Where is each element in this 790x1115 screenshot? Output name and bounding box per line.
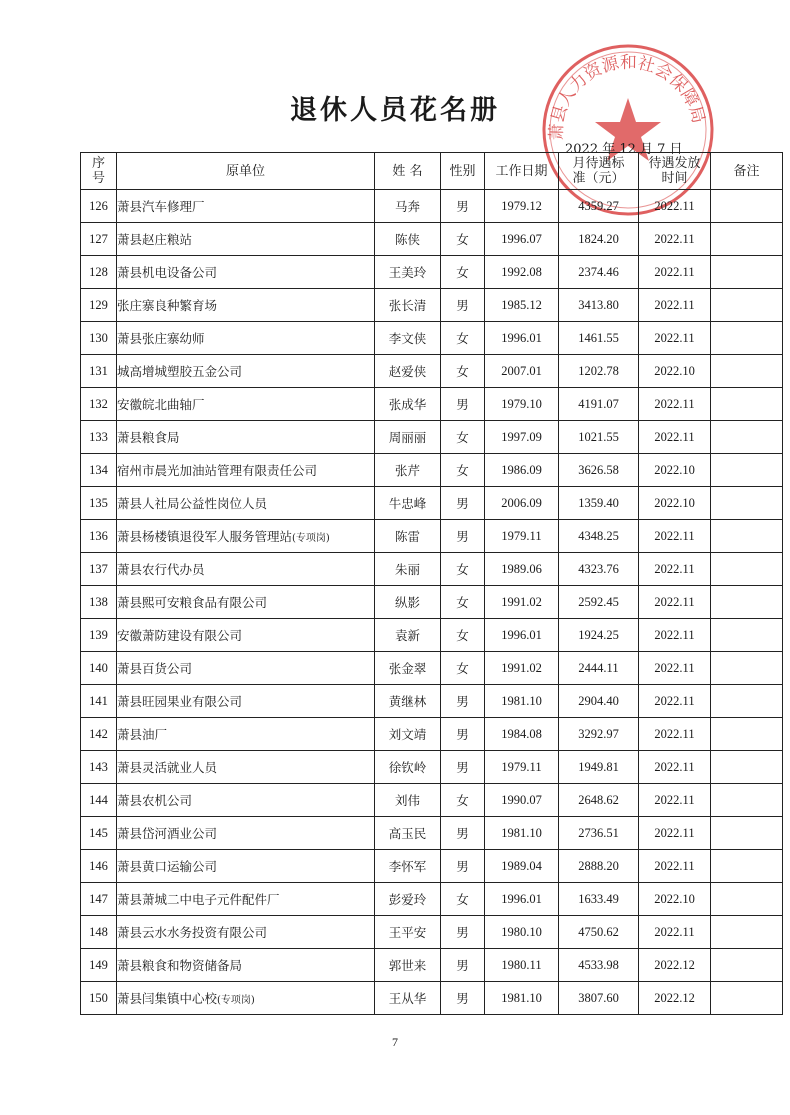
row-amount-cell: 1461.55 (559, 322, 639, 355)
row-seq-cell: 149 (81, 949, 117, 982)
table-row (81, 256, 783, 289)
row-remark-cell (711, 817, 783, 850)
row-seq-cell: 144 (81, 784, 117, 817)
row-unit-cell: 萧县汽车修理厂 (117, 190, 375, 223)
table-row (81, 190, 783, 223)
row-amount-cell: 1824.20 (559, 223, 639, 256)
row-name-cell: 马奔 (375, 190, 441, 223)
row-name-cell: 黄继林 (375, 685, 441, 718)
row-work-date-cell: 1981.10 (485, 982, 559, 1015)
unit-note: (专项岗) (217, 995, 255, 1006)
table-row (81, 817, 783, 850)
row-seq-cell: 147 (81, 883, 117, 916)
row-seq-cell: 136 (81, 520, 117, 553)
row-period-cell: 2022.11 (639, 850, 711, 883)
row-gender-cell: 男 (441, 685, 485, 718)
row-period-cell: 2022.11 (639, 223, 711, 256)
row-gender-cell: 男 (441, 190, 485, 223)
row-unit-cell: 安徽皖北曲轴厂 (117, 388, 375, 421)
row-unit-cell: 宿州市晨光加油站管理有限责任公司 (117, 454, 375, 487)
row-seq-cell: 145 (81, 817, 117, 850)
row-seq-cell: 150 (81, 982, 117, 1015)
row-unit-cell: 萧县岱河酒业公司 (117, 817, 375, 850)
row-remark-cell (711, 355, 783, 388)
table-row (81, 586, 783, 619)
row-name-cell: 李怀军 (375, 850, 441, 883)
row-work-date-cell: 1979.11 (485, 751, 559, 784)
table-row (81, 553, 783, 586)
table-row (81, 421, 783, 454)
page-number: 7 (392, 1035, 398, 1049)
row-remark-cell (711, 718, 783, 751)
row-unit-cell: 萧县熙可安粮食品有限公司 (117, 586, 375, 619)
row-unit-cell: 萧县云水水务投资有限公司 (117, 916, 375, 949)
row-amount-cell: 4750.62 (559, 916, 639, 949)
row-name-cell: 纵影 (375, 586, 441, 619)
retiree-roster-table (80, 152, 783, 1015)
row-remark-cell (711, 850, 783, 883)
row-work-date-cell: 1980.10 (485, 916, 559, 949)
row-work-date-cell: 2007.01 (485, 355, 559, 388)
row-seq-cell: 139 (81, 619, 117, 652)
row-period-cell: 2022.11 (639, 685, 711, 718)
row-remark-cell (711, 784, 783, 817)
row-seq-cell: 128 (81, 256, 117, 289)
row-period-cell: 2022.11 (639, 421, 711, 454)
row-amount-cell: 3413.80 (559, 289, 639, 322)
row-gender-cell: 女 (441, 322, 485, 355)
row-unit-cell: 萧县百货公司 (117, 652, 375, 685)
row-name-cell: 张芹 (375, 454, 441, 487)
row-remark-cell (711, 652, 783, 685)
row-period-cell: 2022.11 (639, 751, 711, 784)
row-name-cell: 王美玲 (375, 256, 441, 289)
table-row (81, 388, 783, 421)
header-period: 待遇发放时间 (639, 153, 711, 190)
row-work-date-cell: 1992.08 (485, 256, 559, 289)
row-work-date-cell: 1979.11 (485, 520, 559, 553)
table-row (81, 487, 783, 520)
row-amount-cell: 4323.76 (559, 553, 639, 586)
row-unit-cell: 萧县农机公司 (117, 784, 375, 817)
row-amount-cell: 4191.07 (559, 388, 639, 421)
row-gender-cell: 女 (441, 256, 485, 289)
row-seq-cell: 133 (81, 421, 117, 454)
row-seq-cell: 126 (81, 190, 117, 223)
row-period-cell: 2022.10 (639, 454, 711, 487)
table-row (81, 949, 783, 982)
row-period-cell: 2022.11 (639, 553, 711, 586)
row-remark-cell (711, 454, 783, 487)
row-period-cell: 2022.11 (639, 619, 711, 652)
row-seq-cell: 140 (81, 652, 117, 685)
row-period-cell: 2022.12 (639, 982, 711, 1015)
row-unit-cell: 萧县农行代办员 (117, 553, 375, 586)
header-gender: 性别 (441, 153, 485, 190)
table-row (81, 355, 783, 388)
row-work-date-cell: 1991.02 (485, 652, 559, 685)
row-period-cell: 2022.10 (639, 355, 711, 388)
row-work-date-cell: 1990.07 (485, 784, 559, 817)
row-period-cell: 2022.11 (639, 718, 711, 751)
row-amount-cell: 2648.62 (559, 784, 639, 817)
document-date: 2022 年 12 月 7 日 (565, 142, 683, 157)
row-seq-cell: 132 (81, 388, 117, 421)
row-unit-cell: 萧县闫集镇中心校(专项岗) (117, 982, 375, 1015)
table-row (81, 520, 783, 553)
row-remark-cell (711, 487, 783, 520)
row-seq-cell: 127 (81, 223, 117, 256)
row-name-cell: 袁新 (375, 619, 441, 652)
row-remark-cell (711, 619, 783, 652)
row-name-cell: 张长清 (375, 289, 441, 322)
row-period-cell: 2022.11 (639, 586, 711, 619)
row-amount-cell: 1949.81 (559, 751, 639, 784)
row-gender-cell: 男 (441, 850, 485, 883)
header-unit: 原单位 (117, 153, 375, 190)
row-work-date-cell: 1989.04 (485, 850, 559, 883)
table-row (81, 982, 783, 1015)
row-period-cell: 2022.11 (639, 916, 711, 949)
row-unit-cell: 萧县油厂 (117, 718, 375, 751)
row-amount-cell: 3292.97 (559, 718, 639, 751)
row-name-cell: 赵爱侠 (375, 355, 441, 388)
row-amount-cell: 1202.78 (559, 355, 639, 388)
table-row (81, 685, 783, 718)
row-gender-cell: 女 (441, 454, 485, 487)
row-amount-cell: 2904.40 (559, 685, 639, 718)
row-work-date-cell: 1996.01 (485, 619, 559, 652)
row-remark-cell (711, 388, 783, 421)
row-unit-cell: 张庄寨良种繁育场 (117, 289, 375, 322)
row-name-cell: 陈雷 (375, 520, 441, 553)
row-remark-cell (711, 421, 783, 454)
row-name-cell: 王平安 (375, 916, 441, 949)
row-name-cell: 张金翠 (375, 652, 441, 685)
row-seq-cell: 137 (81, 553, 117, 586)
row-name-cell: 刘伟 (375, 784, 441, 817)
row-remark-cell (711, 586, 783, 619)
row-gender-cell: 女 (441, 619, 485, 652)
table-row (81, 751, 783, 784)
row-amount-cell: 2592.45 (559, 586, 639, 619)
row-period-cell: 2022.11 (639, 388, 711, 421)
row-unit-cell: 萧县人社局公益性岗位人员 (117, 487, 375, 520)
table-row (81, 784, 783, 817)
row-work-date-cell: 1981.10 (485, 817, 559, 850)
row-unit-cell: 安徽萧防建设有限公司 (117, 619, 375, 652)
row-unit-cell: 萧县张庄寨幼师 (117, 322, 375, 355)
row-amount-cell: 3807.60 (559, 982, 639, 1015)
row-seq-cell: 138 (81, 586, 117, 619)
row-period-cell: 2022.10 (639, 487, 711, 520)
row-gender-cell: 女 (441, 586, 485, 619)
row-seq-cell: 135 (81, 487, 117, 520)
row-name-cell: 徐钦岭 (375, 751, 441, 784)
row-period-cell: 2022.11 (639, 652, 711, 685)
row-remark-cell (711, 223, 783, 256)
row-work-date-cell: 1985.12 (485, 289, 559, 322)
row-amount-cell: 1359.40 (559, 487, 639, 520)
row-amount-cell: 1924.25 (559, 619, 639, 652)
header-remark: 备注 (711, 153, 783, 190)
row-work-date-cell: 1991.02 (485, 586, 559, 619)
row-period-cell: 2022.11 (639, 784, 711, 817)
row-name-cell: 刘文靖 (375, 718, 441, 751)
row-remark-cell (711, 553, 783, 586)
row-unit-cell: 萧县机电设备公司 (117, 256, 375, 289)
table-row (81, 454, 783, 487)
row-seq-cell: 131 (81, 355, 117, 388)
row-remark-cell (711, 322, 783, 355)
row-gender-cell: 男 (441, 817, 485, 850)
table-row (81, 652, 783, 685)
header-work-date: 工作日期 (485, 153, 559, 190)
row-gender-cell: 女 (441, 784, 485, 817)
row-seq-cell: 129 (81, 289, 117, 322)
row-remark-cell (711, 982, 783, 1015)
row-amount-cell: 1633.49 (559, 883, 639, 916)
row-period-cell: 2022.12 (639, 949, 711, 982)
row-seq-cell: 141 (81, 685, 117, 718)
row-work-date-cell: 2006.09 (485, 487, 559, 520)
row-amount-cell: 1021.55 (559, 421, 639, 454)
row-work-date-cell: 1984.08 (485, 718, 559, 751)
row-unit-cell: 萧县赵庄粮站 (117, 223, 375, 256)
table-row (81, 883, 783, 916)
row-name-cell: 陈侠 (375, 223, 441, 256)
row-work-date-cell: 1996.01 (485, 322, 559, 355)
row-amount-cell: 2444.11 (559, 652, 639, 685)
row-name-cell: 周丽丽 (375, 421, 441, 454)
row-work-date-cell: 1979.12 (485, 190, 559, 223)
row-seq-cell: 148 (81, 916, 117, 949)
row-gender-cell: 男 (441, 751, 485, 784)
row-gender-cell: 男 (441, 388, 485, 421)
table-row (81, 619, 783, 652)
row-period-cell: 2022.11 (639, 190, 711, 223)
row-gender-cell: 女 (441, 883, 485, 916)
row-name-cell: 王从华 (375, 982, 441, 1015)
row-amount-cell: 2888.20 (559, 850, 639, 883)
row-period-cell: 2022.11 (639, 256, 711, 289)
row-remark-cell (711, 949, 783, 982)
row-name-cell: 李文侠 (375, 322, 441, 355)
row-remark-cell (711, 883, 783, 916)
document-title: 退休人员花名册 (290, 95, 500, 126)
row-period-cell: 2022.11 (639, 322, 711, 355)
row-seq-cell: 134 (81, 454, 117, 487)
header-name: 姓 名 (375, 153, 441, 190)
row-gender-cell: 男 (441, 520, 485, 553)
table-row (81, 289, 783, 322)
row-period-cell: 2022.11 (639, 520, 711, 553)
table-row (81, 850, 783, 883)
row-gender-cell: 男 (441, 916, 485, 949)
row-gender-cell: 男 (441, 982, 485, 1015)
header-seq: 序号 (81, 153, 117, 190)
row-seq-cell: 142 (81, 718, 117, 751)
row-remark-cell (711, 685, 783, 718)
row-unit-cell: 萧县灵活就业人员 (117, 751, 375, 784)
row-name-cell: 牛忠峰 (375, 487, 441, 520)
row-remark-cell (711, 190, 783, 223)
table-header-row (81, 153, 783, 190)
row-gender-cell: 女 (441, 355, 485, 388)
row-work-date-cell: 1997.09 (485, 421, 559, 454)
row-name-cell: 朱丽 (375, 553, 441, 586)
row-unit-cell: 萧县粮食和物资储备局 (117, 949, 375, 982)
row-work-date-cell: 1986.09 (485, 454, 559, 487)
row-gender-cell: 女 (441, 223, 485, 256)
row-period-cell: 2022.10 (639, 883, 711, 916)
row-remark-cell (711, 289, 783, 322)
row-unit-cell: 萧县萧城二中电子元件配件厂 (117, 883, 375, 916)
row-name-cell: 高玉民 (375, 817, 441, 850)
row-gender-cell: 男 (441, 487, 485, 520)
row-unit-cell: 城高增城塑胶五金公司 (117, 355, 375, 388)
row-remark-cell (711, 916, 783, 949)
table-row (81, 718, 783, 751)
row-seq-cell: 146 (81, 850, 117, 883)
row-work-date-cell: 1989.06 (485, 553, 559, 586)
row-period-cell: 2022.11 (639, 289, 711, 322)
header-amount: 月待遇标准（元） (559, 153, 639, 190)
row-unit-cell: 萧县黄口运输公司 (117, 850, 375, 883)
row-amount-cell: 2736.51 (559, 817, 639, 850)
row-remark-cell (711, 256, 783, 289)
row-gender-cell: 女 (441, 652, 485, 685)
seal-text: 萧县人力资源和社会保障局 (546, 52, 709, 141)
row-amount-cell: 4348.25 (559, 520, 639, 553)
row-gender-cell: 男 (441, 718, 485, 751)
row-unit-cell: 萧县旺园果业有限公司 (117, 685, 375, 718)
row-gender-cell: 女 (441, 421, 485, 454)
roster-body (81, 190, 783, 1015)
row-gender-cell: 男 (441, 949, 485, 982)
row-unit-cell: 萧县杨楼镇退役军人服务管理站(专项岗) (117, 520, 375, 553)
row-work-date-cell: 1979.10 (485, 388, 559, 421)
table-row (81, 916, 783, 949)
row-unit-cell: 萧县粮食局 (117, 421, 375, 454)
unit-note: (专项岗) (292, 533, 330, 544)
row-work-date-cell: 1980.11 (485, 949, 559, 982)
row-gender-cell: 男 (441, 289, 485, 322)
row-amount-cell: 2374.46 (559, 256, 639, 289)
table-row (81, 223, 783, 256)
row-remark-cell (711, 520, 783, 553)
row-name-cell: 张成华 (375, 388, 441, 421)
row-period-cell: 2022.11 (639, 817, 711, 850)
row-gender-cell: 女 (441, 553, 485, 586)
row-seq-cell: 130 (81, 322, 117, 355)
row-work-date-cell: 1981.10 (485, 685, 559, 718)
row-work-date-cell: 1996.07 (485, 223, 559, 256)
row-seq-cell: 143 (81, 751, 117, 784)
table-row (81, 322, 783, 355)
row-work-date-cell: 1996.01 (485, 883, 559, 916)
row-amount-cell: 4359.27 (559, 190, 639, 223)
row-amount-cell: 4533.98 (559, 949, 639, 982)
row-remark-cell (711, 751, 783, 784)
row-amount-cell: 3626.58 (559, 454, 639, 487)
row-name-cell: 彭爱玲 (375, 883, 441, 916)
row-name-cell: 郭世来 (375, 949, 441, 982)
